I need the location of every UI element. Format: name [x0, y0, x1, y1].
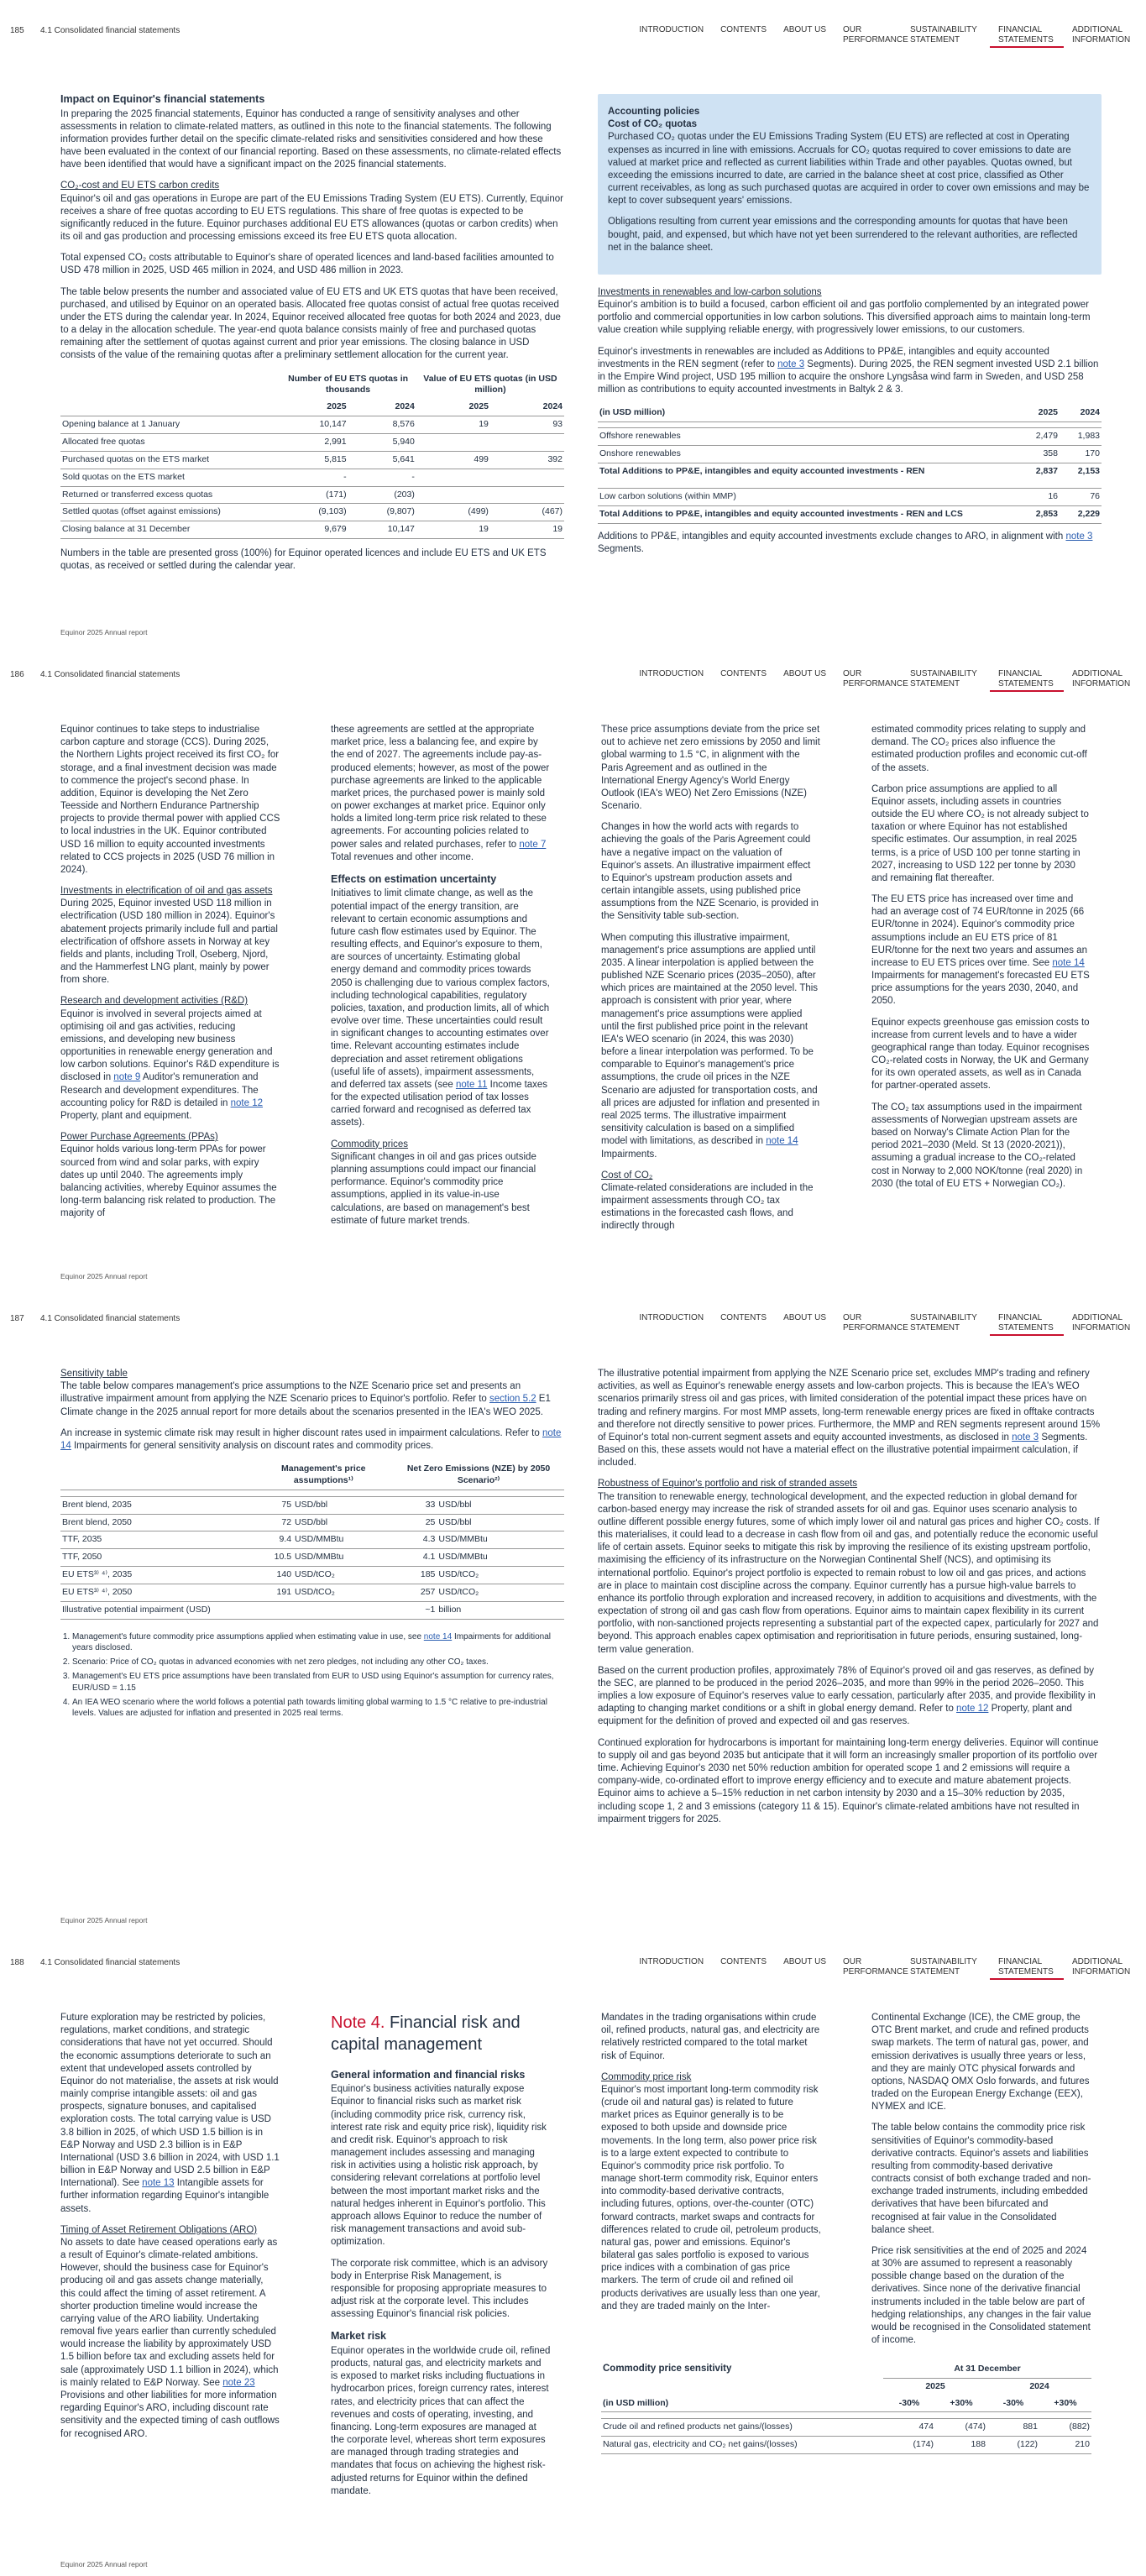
section-title: 4.1 Consolidated financial statements [40, 1958, 181, 1967]
paragraph: Initiatives to limit climate change, as well as the potential impact of the energy transition, are relevant to certain economic assumptions and future cash flow estimates used by Equinor. The resulting effects, and Equinor's exposure to them, are sources of uncertainty. Estimating global energy demand and commodity prices towards 2050 is challenging due to various complex factors, including technological capabilities, regulatory policies, taxation, and production limits, all of which evolve over time. These uncertainties could result in significant changes to accounting estimates over time. Relevant accounting estimates include depreciation and asset retirement obligations (useful life of assets), impairment assessments, and deferred tax assets (see note 11 Income taxes for the expected utilisation period of tax losses carried forward and recognised as deferred tax assets). [331, 888, 550, 1128]
link-note-12[interactable]: note 12 [956, 1704, 989, 1715]
ap-subtitle: Cost of CO₂ quotas [608, 119, 698, 130]
eu-ets-quota-table [60, 371, 564, 540]
footnote: 2. Scenario: Price of CO₂ quotas in advanced economies with net zero pledges, not including any other CO₂ taxes. [72, 1657, 564, 1668]
paragraph: These price assumptions deviate from the price set out to achieve net zero emissions by 2050 and limit global warming to 1.5 °C, in alignment with the Paris Agreement and as outlined in the International Energy Agency's World Energy Outlook (IEA's WEO) Net Zero Emissions (NZE) Scenario. [601, 725, 820, 812]
note-number: Note 4. [331, 2013, 385, 2032]
page-number: 186 [10, 670, 24, 679]
link-note-9[interactable]: note 9 [113, 1072, 141, 1083]
nav-our-performance[interactable]: OUR PERFORMANCE [843, 1957, 908, 1977]
table-row: Closing balance at 31 December 9,679 10,147 19 19 [60, 521, 564, 539]
table-row: Brent blend, 2050 72 USD/bbl 25 USD/bbl [60, 1514, 564, 1531]
table-row: Returned or transferred excess quotas (171) (203) [60, 486, 564, 504]
column-3 [601, 724, 821, 1242]
column-3 [601, 2012, 821, 2322]
page-header [10, 669, 1136, 691]
heading-ppa: Power Purchase Agreements (PPAs) [60, 1132, 218, 1143]
table-note: Additions to PP&E, intangibles and equity accounted investments exclude changes to ARO, in alignment with note 3 Segments. [598, 531, 1093, 555]
paragraph: Changes in how the world acts with regards to achieving the goals of the Paris Agreement could have a negative impact on the valuation of Equinor's assets. An illustrative impairment effect to Equinor's upstream production assets and certain intangible assets, using published price assumptions from the NZE Scenario, is provided in the Sensitivity table sub-section. [601, 822, 819, 922]
right-column [598, 1368, 1102, 1835]
commodity-sensitivity-table: Commodity price sensitivity At 31 December 2025 2024 (in USD million) -30% +30% -30% +30% Crude oil and refined products net gains/(losses) 474 (474) 881 (882) Natural gas, electricity and CO₂ net gains/(losses) (174) 188 (122) 210 [601, 2360, 1091, 2454]
nav-financial-statements[interactable]: FINANCIAL STATEMENTS [990, 1957, 1064, 1980]
paragraph: No assets to date have ceased operations early as a result of Equinor's climate-related ambitions. However, should the business case for Equinor's producing oil and gas assets change materially, this could affect the timing of asset retirement. A shorter production timeline would increase the carrying value of the ARO liability. Undertaking removal five years earlier than currently scheduled would increase the liability by approximately USD 1.5 billion before tax and excluding assets held for sale (approximately USD 1.1 billion in 2024), which is mainly related to E&P Norway. See note 23 Provisions and other liabilities for more information regarding Equinor's ARO, including discount rate sensitivity and the expected timing of cash outflows for recognised ARO. [60, 2237, 280, 2439]
footer: Equinor 2025 Annual report [60, 1271, 148, 1280]
link-note-13[interactable]: note 13 [142, 2178, 175, 2189]
link-note-3[interactable]: note 3 [1065, 531, 1093, 542]
table-row: Natural gas, electricity and CO₂ net gains/(losses) (174) 188 (122) 210 [601, 2437, 1091, 2454]
page-188 [0, 1932, 1146, 2576]
table-row: TTF, 2035 9.4 USD/MMBtu 4.3 USD/MMBtu [60, 1531, 564, 1549]
renewables-table: (in USD million) 2025 2024 Offshore renewables 2,479 1,983 Onshore renewables 358 170 Total Additions to PP&E, intangibles and equity accounted investments - REN 2,837 2,153 Low carbon solutions (within MMP) 16 76 Total Additions to PP&E, intangibles and equity accounted investments - REN and LCS 2,853 2,229 [598, 405, 1102, 524]
heading-impact: Impact on Equinor's financial statements [60, 93, 265, 105]
table-row: Total Additions to PP&E, intangibles and equity accounted investments - REN and LCS 2,853 2,229 [598, 506, 1102, 524]
paragraph: The table below contains the commodity price risk sensitivities of Equinor's commodity-based derivative contracts. Equinor's assets and liabilities resulting from commodity-based derivative contracts consist of both exchange traded and non-exchange traded instruments, including embedded derivatives that have been bifurcated and recognised at fair value in the Consolidated balance sheet. [871, 2123, 1091, 2235]
page-header [10, 1957, 1136, 1979]
link-note-12[interactable]: note 12 [230, 1097, 264, 1108]
nav-financial-statements[interactable]: FINANCIAL STATEMENTS [990, 1313, 1064, 1336]
nav-about-us[interactable]: ABOUT US [783, 1957, 826, 1966]
paragraph: The EU ETS price has increased over time and had an average cost of 74 EUR/tonne in 2025 (66 EUR/tonne in 2024). Equinor's commodity price assumptions include an EU ETS price of 81 EUR/tonne for the next two years and assumes an increase to EU ETS prices over time. See note 14 Impairments for management's forecasted EU ETS price assumptions for the years 2030, 2040, and 2050. [871, 894, 1090, 1007]
top-nav [631, 25, 1136, 48]
footnote: 3. Management's EU ETS price assumptions have been translated from EUR to USD using Equinor's assumption for currency rates, EUR/USD = 1.15 [72, 1671, 564, 1693]
link-note-3[interactable]: note 3 [1012, 1432, 1039, 1442]
table-title: Commodity price sensitivity [603, 2364, 732, 2374]
nav-sustainability-statement[interactable]: SUSTAINABILITY STATEMENT [910, 1957, 977, 1977]
year-header: 2025 [468, 401, 489, 412]
col-header-value: Value of EU ETS quotas (in USD million) [423, 373, 557, 395]
page-185 [0, 0, 1146, 644]
paragraph: Climate-related considerations are included in the impairment assessments through CO₂ tax estimations in the forecasted cash flows, and indirectly through [601, 1182, 814, 1232]
footer: Equinor 2025 Annual report [60, 1915, 148, 1924]
column-2 [331, 724, 551, 1236]
top-nav [631, 1957, 1136, 1980]
footer: Equinor 2025 Annual report [60, 627, 148, 636]
nav-about-us[interactable]: ABOUT US [783, 669, 826, 678]
paragraph: Continued exploration for hydrocarbons is important for maintaining long-term energy deliveries. Equinor will continue to supply oil and gas beyond 2035 but anticipate that it will form an increasingly smaller proportion of its portfolio over time. Achieving Equinor's 2030 net 50% reduction ambition for operated scope 1 and 2 emissions will require a company-wide, co-ordinated effort to improve energy efficiency and to execute and mature abatement projects. Equinor aims to achieve a 5–15% reduction in net carbon intensity by 2030 and a 15–30% reduction by 2035, including scope 1, 2 and 3 emissions (category 11 & 15). Equinor's climate-related ambitions have not resulted in impairment triggers for 2025. [598, 1737, 1099, 1825]
nav-contents[interactable]: CONTENTS [720, 669, 767, 678]
table-row: EU ETS³⁾ ⁴⁾, 2050 191 USD/tCO₂ 257 USD/tCO₂ [60, 1584, 564, 1602]
paragraph: The CO₂ tax assumptions used in the impairment assessments of Norwegian upstream assets are based on Norway's Climate Action Plan for the period 2021–2030 (Meld. St 13 (2020-2021)), assuming a gradual increase to the CO₂-related cost in Norway to 2,000 NOK/tonne (real 2020) in 2030 (the total of EU ETS + Norwegian CO₂). [871, 1102, 1083, 1189]
top-nav [631, 1313, 1136, 1336]
paragraph-inv-2: Equinor's investments in renewables are included as Additions to PP&E, intangibles and equity accounted investments in the REN segment (refer to note 3 Segments). During 2025, the REN segment invested USD 2.1 billion in the Empire Wind project, USD 195 million to acquire the onshore Lyngsåsa wind farm in Sweden, and USD 258 million as contributions to equity accounted investments in Baltyk 2 & 3. [598, 346, 1099, 395]
paragraph: estimated commodity prices relating to supply and demand. The CO₂ prices also influence the estimated production profiles and economic cut-off of the assets. [871, 725, 1087, 773]
page-header [10, 1313, 1136, 1335]
heading-commodity-price-risk: Commodity price risk [601, 2071, 692, 2082]
heading-sensitivity: Sensitivity table [60, 1369, 128, 1379]
table-row: Brent blend, 2035 75 USD/bbl 33 USD/bbl [60, 1496, 564, 1514]
heading-robustness: Robustness of Equinor's portfolio and risk of stranded assets [598, 1479, 858, 1490]
heading-electrification: Investments in electrification of oil and gas assets [60, 886, 273, 897]
nav-introduction[interactable]: INTRODUCTION [639, 669, 704, 678]
paragraph: The table below compares management's price assumptions to the NZE Scenario price set and presents an illustrative impairment amount from applying the NZE Scenario prices to Equinor's portfolio. Refer to section 5.2 E1 Climate change in the 2025 annual report for more details about the scenarios presented in the IEA's WEO 2025. [60, 1381, 551, 1417]
paragraph: An increase in systemic climate risk may result in higher discount rates used in impairment calculations. Refer to note 14 Impairments for general sensitivity analysis on discount rates and commodity prices. [60, 1427, 562, 1451]
paragraph: Future exploration may be restricted by policies, regulations, market conditions, and strategic considerations that have not yet occurred. Should the economic assumptions deteriorate to such an extent that undeveloped assets controlled by Equinor do not materialise, the assets at risk would mainly comprise intangible assets: oil and gas prospects, signature bonuses, and capitalised exploration costs. The total carrying value is USD 3.8 billion in 2025, of which USD 1.5 billion is in E&P Norway and USD 2.3 billion is in E&P International (USD 3.6 billion in 2024, with USD 1.1 billion in E&P Norway and USD 2.5 billion in E&P International). See note 13 Intangible assets for further information regarding Equinor's intangible assets. [60, 2013, 280, 2214]
table-row: Sold quotas on the ETS market - - [60, 469, 564, 486]
paragraph: Equinor continues to take steps to industrialise carbon capture and storage (CCS). During 2025, the Northern Lights project received its first CO₂ for storage, and a final investment decision was made to commence the project's second phase. In addition, Equinor is developing the Net Zero Teesside and Northern Endurance Partnership projects to provide thermal power with applied CCS to local industries in the UK. Equinor contributed USD 16 million to equity accounted investments related to CCS projects in 2025 (USD 76 million in 2024). [60, 725, 280, 875]
year-header: 2025 [327, 401, 347, 412]
column-2 [331, 2012, 551, 2506]
link-note-14[interactable]: note 14 [60, 1427, 562, 1451]
table-row: Purchased quotas on the ETS market 5,815 5,641 499 392 [60, 451, 564, 469]
heading-commodity-prices: Commodity prices [331, 1139, 409, 1149]
paragraph: The corporate risk committee, which is an advisory body in Enterprise Risk Management, is responsible for proposing appropriate measures to adjust risk at the corporate level. This includes assessing Equinor's financial risk policies. [331, 2258, 548, 2320]
table-row: Settled quotas (offset against emissions) (9,103) (9,807) (499) (467) [60, 504, 564, 521]
nav-introduction[interactable]: INTRODUCTION [639, 25, 704, 34]
nav-introduction[interactable]: INTRODUCTION [639, 1957, 704, 1966]
column-4 [871, 2012, 1091, 2355]
paragraph: The illustrative potential impairment from applying the NZE Scenario price set, excludes MMP's trading and refinery activities, as well as Equinor's renewable energy assets and low-carbon projects. This is because the IEA's WEO scenarios primarily stress oil and gas prices, with limited consideration of the potential impact these prices have on trading and refinery margins. For most MMP assets, long-term renewable energy prices are fixed in offtake contracts and therefore not directly sensitive to power prices. Furthermore, the MMP and REN segments represent around 15% of Equinor's total non-current segment assets and equity accounted investments, as disclosed in note 3 Segments. Based on this, these assets would not have a material effect on the illustrative potential impairment calculation, if included. [598, 1369, 1101, 1469]
table-row: Crude oil and refined products net gains/(losses) 474 (474) 881 (882) [601, 2419, 1091, 2437]
page-187 [0, 1288, 1146, 1932]
nav-contents[interactable]: CONTENTS [720, 1957, 767, 1966]
nav-our-performance[interactable]: OUR PERFORMANCE [843, 25, 908, 45]
nav-additional-information[interactable]: ADDITIONAL INFORMATION [1072, 1957, 1131, 1977]
paragraph-inv-1: Equinor's ambition is to build a focused, carbon efficient oil and gas portfolio complemented by an integrated power portfolio and commercial opportunities in low carbon solutions. This diversified approach aims to maintain long-term value creation while supplying reliable energy, with progressively lower emissions, to our customers. [598, 300, 1091, 336]
sensitivity-table [60, 1461, 564, 1620]
nav-contents[interactable]: CONTENTS [720, 25, 767, 34]
table-row: EU ETS³⁾ ⁴⁾, 2035 140 USD/tCO₂ 185 USD/tCO₂ [60, 1567, 564, 1584]
paragraph: Equinor is involved in several projects aimed at optimising oil and gas activities, reducing emissions, and developing new business opportunities in renewable energy generation and low carbon solutions. Equinor's R&D expenditure is disclosed in note 9 Auditor's remuneration and Research and development expenditures. The accounting policy for R&D is detailed in note 12 Property, plant and equipment. [60, 1008, 280, 1121]
nav-about-us[interactable]: ABOUT US [783, 25, 826, 34]
paragraph: Equinor expects greenhouse gas emission costs to increase from current levels and to have a wider geographical range than today. Equinor recognises CO₂-related costs in Norway, the UK and Germany for its own operated assets, as well as in Canada for partner-operated assets. [871, 1017, 1090, 1092]
nav-our-performance[interactable]: OUR PERFORMANCE [843, 1313, 908, 1333]
paragraph: Equinor holds various long-term PPAs for power sourced from wind and solar parks, with expiry dates up until 2040. The agreements imply balancing activities, whereby Equinor assumes the long-term balancing risk related to production. The majority of [60, 1144, 277, 1219]
paragraph: Based on the current production profiles, approximately 78% of Equinor's proved oil and gas reserves, as defined by the SEC, are planned to be produced in the period 2026–2035, and more than 99% in the period 2026–2050. This implies a low exposure of Equinor's reserves value to early cessation, particularly after 2035, and provide flexibility in adapting to changing market conditions or a shift in global energy demand. Refer to note 12 Property, plant and equipment for the definition of proved and expected oil and gas reserves. [598, 1665, 1096, 1727]
footnote: 4. An IEA WEO scenario where the world follows a potential path towards limiting global warming to 1.5 °C relative to pre-industrial levels. Values are adjusted for inflation and presented in 2025 real terms. [72, 1697, 564, 1719]
paragraph: Significant changes in oil and gas prices outside planning assumptions could impact our financial performance. Equinor's commodity price assumptions, applied in its value-in-use calculations, are based on management's best estimate of future market trends. [331, 1151, 536, 1226]
paragraph: Equinor's most important long-term commodity risk (crude oil and natural gas) is related to future market prices as Equinor generally is to be exposed to both upside and downside price movements. In the long term, also power price risk is to a large extent expected to contribute to Equinor's commodity price risk portfolio. To manage short-term commodity risk, Equinor enters into commodity-based derivative contracts, including futures, options, over-the-counter (OTC) forward contracts, market swaps and contracts for differences related to crude oil, petroleum products, natural gas, power and emissions. Equinor's bilateral gas sales portfolio is exposed to various price indices with a combination of gas price markers. The term of crude oil and refined oil products derivatives are usually less than one year, and they are traded mainly on the Inter- [601, 2084, 821, 2312]
table-row: TTF, 2050 10.5 USD/MMBtu 4.1 USD/MMBtu [60, 1549, 564, 1567]
nav-about-us[interactable]: ABOUT US [783, 1313, 826, 1322]
column-4 [871, 724, 1091, 1199]
paragraph: Mandates in the trading organisations within crude oil, refined products, natural gas, and electricity are relatively restricted compared to the total market risk of Equinor. [601, 2013, 820, 2061]
year-header: 2024 [395, 401, 415, 412]
footer: Equinor 2025 Annual report [60, 2559, 148, 2568]
right-column [598, 94, 1102, 564]
paragraph-table-intro: The table below presents the number and associated value of EU ETS and UK ETS quotas that have been received, purchased, and utilised by Equinor on an operated basis. Allocated free quotas consist of actual free quotas received under the ETS during the calendar year. In 2024, Equinor received allocated free quotas for both 2024 and 2023, due to a delay in the allocation schedule. The year-end quota balance consists mainly of free and purchased quotas remaining after the settlement of quotas against current and prior year emissions. The closing balance in USD consists of the value of the remaining quotas after a preliminary settlement allocation for the current year. [60, 286, 561, 361]
nav-sustainability-statement[interactable]: SUSTAINABILITY STATEMENT [910, 25, 977, 45]
link-note-7[interactable]: note 7 [519, 839, 547, 850]
nav-additional-information[interactable]: ADDITIONAL INFORMATION [1072, 25, 1131, 45]
footnotes [60, 1631, 564, 1719]
heading-market-risk: Market risk [331, 2330, 387, 2343]
nav-financial-statements[interactable]: FINANCIAL STATEMENTS [990, 669, 1064, 692]
link-section-5-2[interactable]: section 5.2 [489, 1394, 536, 1405]
heading-rd: Research and development activities (R&D) [60, 996, 249, 1007]
section-title: 4.1 Consolidated financial statements [40, 670, 181, 679]
heading-general-info: General information and financial risks [331, 2068, 526, 2081]
page-number: 187 [10, 1314, 24, 1323]
col-header-nze: Net Zero Emissions (NZE) by 2050 Scenario²⁾ [406, 1463, 551, 1485]
nav-additional-information[interactable]: ADDITIONAL INFORMATION [1072, 1313, 1131, 1333]
table-row: Opening balance at 1 January 10,147 8,576 19 93 [60, 416, 564, 434]
column-1 [60, 2012, 280, 2449]
section-title: 4.1 Consolidated financial statements [40, 26, 181, 35]
ap-paragraph-1: Purchased CO₂ quotas under the EU Emissions Trading System (EU ETS) are reflected at cost in Operating expenses as incurred in line with emissions. Accruals for CO₂ quotas required to cover emissions to date are valued at market price and reflected as current liabilities within Trade and other payables. Quotas owned, but exceeding the emissions incurred to date, are carried in the balance sheet at cost price, classified as Other current receivables, as long as such purchased quotas are acquired in order to cover own emissions and may be kept to cover subsequent years' emissions. [608, 132, 1090, 207]
table-row: Offshore renewables 2,479 1,983 [598, 428, 1102, 446]
paragraph: Equinor operates in the worldwide crude oil, refined products, natural gas, and electricity markets and is exposed to market risks including fluctuations in hydrocarbon prices, foreign currency rates, interest rates, and electricity prices that can affect the revenues and costs of operating, investing, and financing. Long-term exposures are managed at the corporate level, whereas short term exposures are managed through trading strategies and mandates that focus on achieving the highest risk-adjusted returns for Equinor within the defined mandate. [331, 2345, 551, 2496]
nav-our-performance[interactable]: OUR PERFORMANCE [843, 669, 908, 689]
link-note-14[interactable]: note 14 [766, 1136, 798, 1147]
section-title: 4.1 Consolidated financial statements [40, 1314, 181, 1323]
left-column [60, 92, 564, 582]
table-row: Allocated free quotas 2,991 5,940 [60, 434, 564, 452]
heading-co2-cost: CO₂-cost and EU ETS carbon credits [60, 181, 220, 191]
left-column [60, 1368, 564, 1722]
heading-aro: Timing of Asset Retirement Obligations (ARO) [60, 2224, 258, 2235]
table-row: Illustrative potential impairment (USD) ~1 billion [60, 1601, 564, 1619]
nav-sustainability-statement[interactable]: SUSTAINABILITY STATEMENT [910, 1313, 977, 1333]
table-row: Onshore renewables 358 170 [598, 445, 1102, 463]
nav-additional-information[interactable]: ADDITIONAL INFORMATION [1072, 669, 1131, 689]
col-header-management: Management's price assumptions¹⁾ [280, 1463, 366, 1485]
top-nav [631, 669, 1136, 692]
link-note-11[interactable]: note 11 [455, 1079, 488, 1090]
paragraph: these agreements are settled at the appropriate market price, less a balancing fee, and expire by the end of 2027. The agreements include pay-as-produced elements; however, as most of the power purchase agreements are linked to the applicable market prices, the purchased power is mainly sold on power exchanges at market price. Equinor only holds a limited long-term price risk related to these agreements. For accounting policies related to power sales and related purchases, refer to note 7 Total revenues and other income. [331, 725, 550, 862]
nav-financial-statements[interactable]: FINANCIAL STATEMENTS [990, 25, 1064, 48]
ap-paragraph-2: Obligations resulting from current year emissions and the corresponding amounts for quotas that have been bought, paid, and expensed, but which have not yet been surrendered to the relevant authorities, are reflected net in the balance sheet. [608, 217, 1078, 253]
nav-contents[interactable]: CONTENTS [720, 1313, 767, 1322]
paragraph-total-co2: Total expensed CO₂ costs attributable to Equinor's share of operated licences and land-based facilities amounted to USD 478 million in 2025, USD 465 million in 2024, and USD 486 million in 2023. [60, 253, 554, 276]
link-note-3[interactable]: note 3 [777, 359, 805, 369]
year-header: 2024 [542, 401, 563, 412]
heading-estimation: Effects on estimation uncertainty [331, 872, 497, 885]
nav-sustainability-statement[interactable]: SUSTAINABILITY STATEMENT [910, 669, 977, 689]
page-header [10, 25, 1136, 47]
link-note-23[interactable]: note 23 [222, 2377, 255, 2388]
page-number: 185 [10, 26, 24, 35]
link-note-14[interactable]: note 14 [1052, 957, 1085, 968]
footnote: 1. Management's future commodity price assumptions applied when estimating value in use, see note 14 Impairments for additional years disclosed. [72, 1631, 564, 1653]
paragraph: Equinor's business activities naturally expose Equinor to financial risks such as market risk (including commodity price risk, currency risk, interest rate risk and equity price risk), liquidity risk and credit risk. Equinor's approach to risk management includes assessing and managing risk in activities using a holistic risk approach, by considering relevant correlations at portfolio level between the most important market risks and the natural hedges inherent in Equinor's portfolio. This approach allows Equinor to reduce the number of risk management transactions and avoid sub-optimization. [331, 2084, 547, 2248]
paragraph: Price risk sensitivities at the end of 2025 and 2024 at 30% are assumed to represent a reasonably possible change based on the duration of the derivatives. Since none of the derivative financial instruments included in the table below are part of hedging relationships, any changes in the fair value would be recognised in the Consolidated statement of income. [871, 2245, 1091, 2346]
paragraph: When computing this illustrative impairment, management's price assumptions are applied until 2035. A linear interpolation is applied between the published NZE Scenario prices (2035–2050), after which prices are maintained at the 2050 level. This approach is consistent with prior year, where management's price assumptions were applied until the first published price point in the relevant IEA's WEO scenario (in 2024, this was 2030) before a linear interpolation was performed. To be comparable to Equinor's management's price assumptions, the crude oil prices in the NZE Scenario are adjusted for transportation costs, and all prices are adjusted for inflation and presented in real 2025 terms. The illustrative impairment sensitivity calculation is based on a simplified model with limitations, as described in note 14 Impairments. [601, 932, 820, 1160]
heading-cost-of-co2: Cost of CO₂ [601, 1170, 653, 1181]
table-note: Numbers in the table are presented gross (100%) for Equinor operated licences and include EU ETS and UK ETS quotas, as received or settled during the calendar year. [60, 548, 547, 572]
link-note-14[interactable]: note 14 [423, 1631, 453, 1641]
note-4-title: Note 4. Financial risk and capital management [331, 2013, 521, 2055]
nav-introduction[interactable]: INTRODUCTION [639, 1313, 704, 1322]
paragraph: Continental Exchange (ICE), the CME group, the OTC Brent market, and crude and refined products swap markets. The term of natural gas, power, and emission derivatives is usually three years or less, and they are mainly OTC physical forwards and options, NASDAQ OMX Oslo forwards, and futures traded on the European Energy Exchange (EEX), NYMEX and ICE. [871, 2013, 1090, 2113]
paragraph-impact: In preparing the 2025 financial statements, Equinor has conducted a range of sensitivity analyses and other assessments in relation to climate-related matters, as outlined in this note to the financial statements. The following information provides further detail on the specific climate-related risks and sensitivities considered and how these have been evaluated in the context of our financial reporting. Based on these assessments, no climate-related effects have been identified that would have a significant impact on the 2025 financial statements. [60, 108, 562, 170]
page-number: 188 [10, 1958, 24, 1967]
paragraph: Carbon price assumptions are applied to all Equinor assets, including assets in countries outside the EU where CO₂ is not already subject to taxation or where Equinor has not established specific estimates. Our assumption, in real 2025 terms, is a price of USD 100 per tonne starting in 2027, increasing to USD 122 per tonne by 2030 and remaining flat thereafter. [871, 783, 1089, 883]
column-1 [60, 724, 280, 1228]
commodity-sensitivity-table-wrap [601, 2360, 1091, 2454]
ap-title: Accounting policies [608, 107, 700, 117]
paragraph: The transition to renewable energy, technological development, and the expected reduction in global demand for carbon-based energy may increase the risk of stranded assets for oil and gas. Equinor uses scenario analysis to outline different possible energy futures, some of which imply lower oil and natural gas prices and higher CO₂ costs. If this materialises, it could lead to a decrease in cash flow from oil and gas, and potentially reduce the economic useful life of certain assets. Equinor seeks to mitigate this risk by improving the resilience of its existing upstream portfolio, maximising the efficiency of its infrastructure on the Norwegian Continental Shelf (NCS), and optimising its international portfolio. Equinor's project portfolio is expected to remain robust to low oil and gas prices, and actions are in place to maintain cost discipline across the company. Equinor currently has a pursue high-value barrels to enhance its portfolio through exploration and increased recovery, in addition to acquisitions and divestments, with the expectation of strong oil and gas cash flow from operations. Equinor aims to maintain capex flexibility in its current portfolio, with non-sanctioned projects representing a substantial part of the expected capex, particularly for 2027 and beyond. This approach enables capex optimisation and reprioritisation in future periods, ensuring sustained, long-term value generation. [598, 1491, 1100, 1655]
paragraph: During 2025, Equinor invested USD 118 million in electrification (USD 180 million in 2024). Equinor's abatement projects primarily include full and partial electrification of offshore assets in Norway at key fields and plants, including Troll, Oseberg, Njord, and the Hammerfest LNG plant, mainly by power from shore. [60, 898, 278, 986]
heading-investments: Investments in renewables and low-carbon solutions [598, 286, 822, 297]
paragraph-co2: Equinor's oil and gas operations in Europe are part of the EU Emissions Trading System (EU ETS). Currently, Equinor receives a share of free quotas according to EU ETS regulations. This share of free quotas is expected to be significantly reduced in the future. Equinor purchases additional EU ETS allowances (quotas or carbon credits) when its oil and gas production and processing emissions exceed its free EU ETS quota allocation. [60, 193, 563, 243]
table-row: Low carbon solutions (within MMP) 16 76 [598, 489, 1102, 506]
col-header-quotas: Number of EU ETS quotas in thousands [288, 373, 409, 395]
accounting-policies-box [598, 94, 1102, 275]
page-186 [0, 644, 1146, 1288]
table-row: Total Additions to PP&E, intangibles and equity accounted investments - REN 2,837 2,153 [598, 463, 1102, 479]
